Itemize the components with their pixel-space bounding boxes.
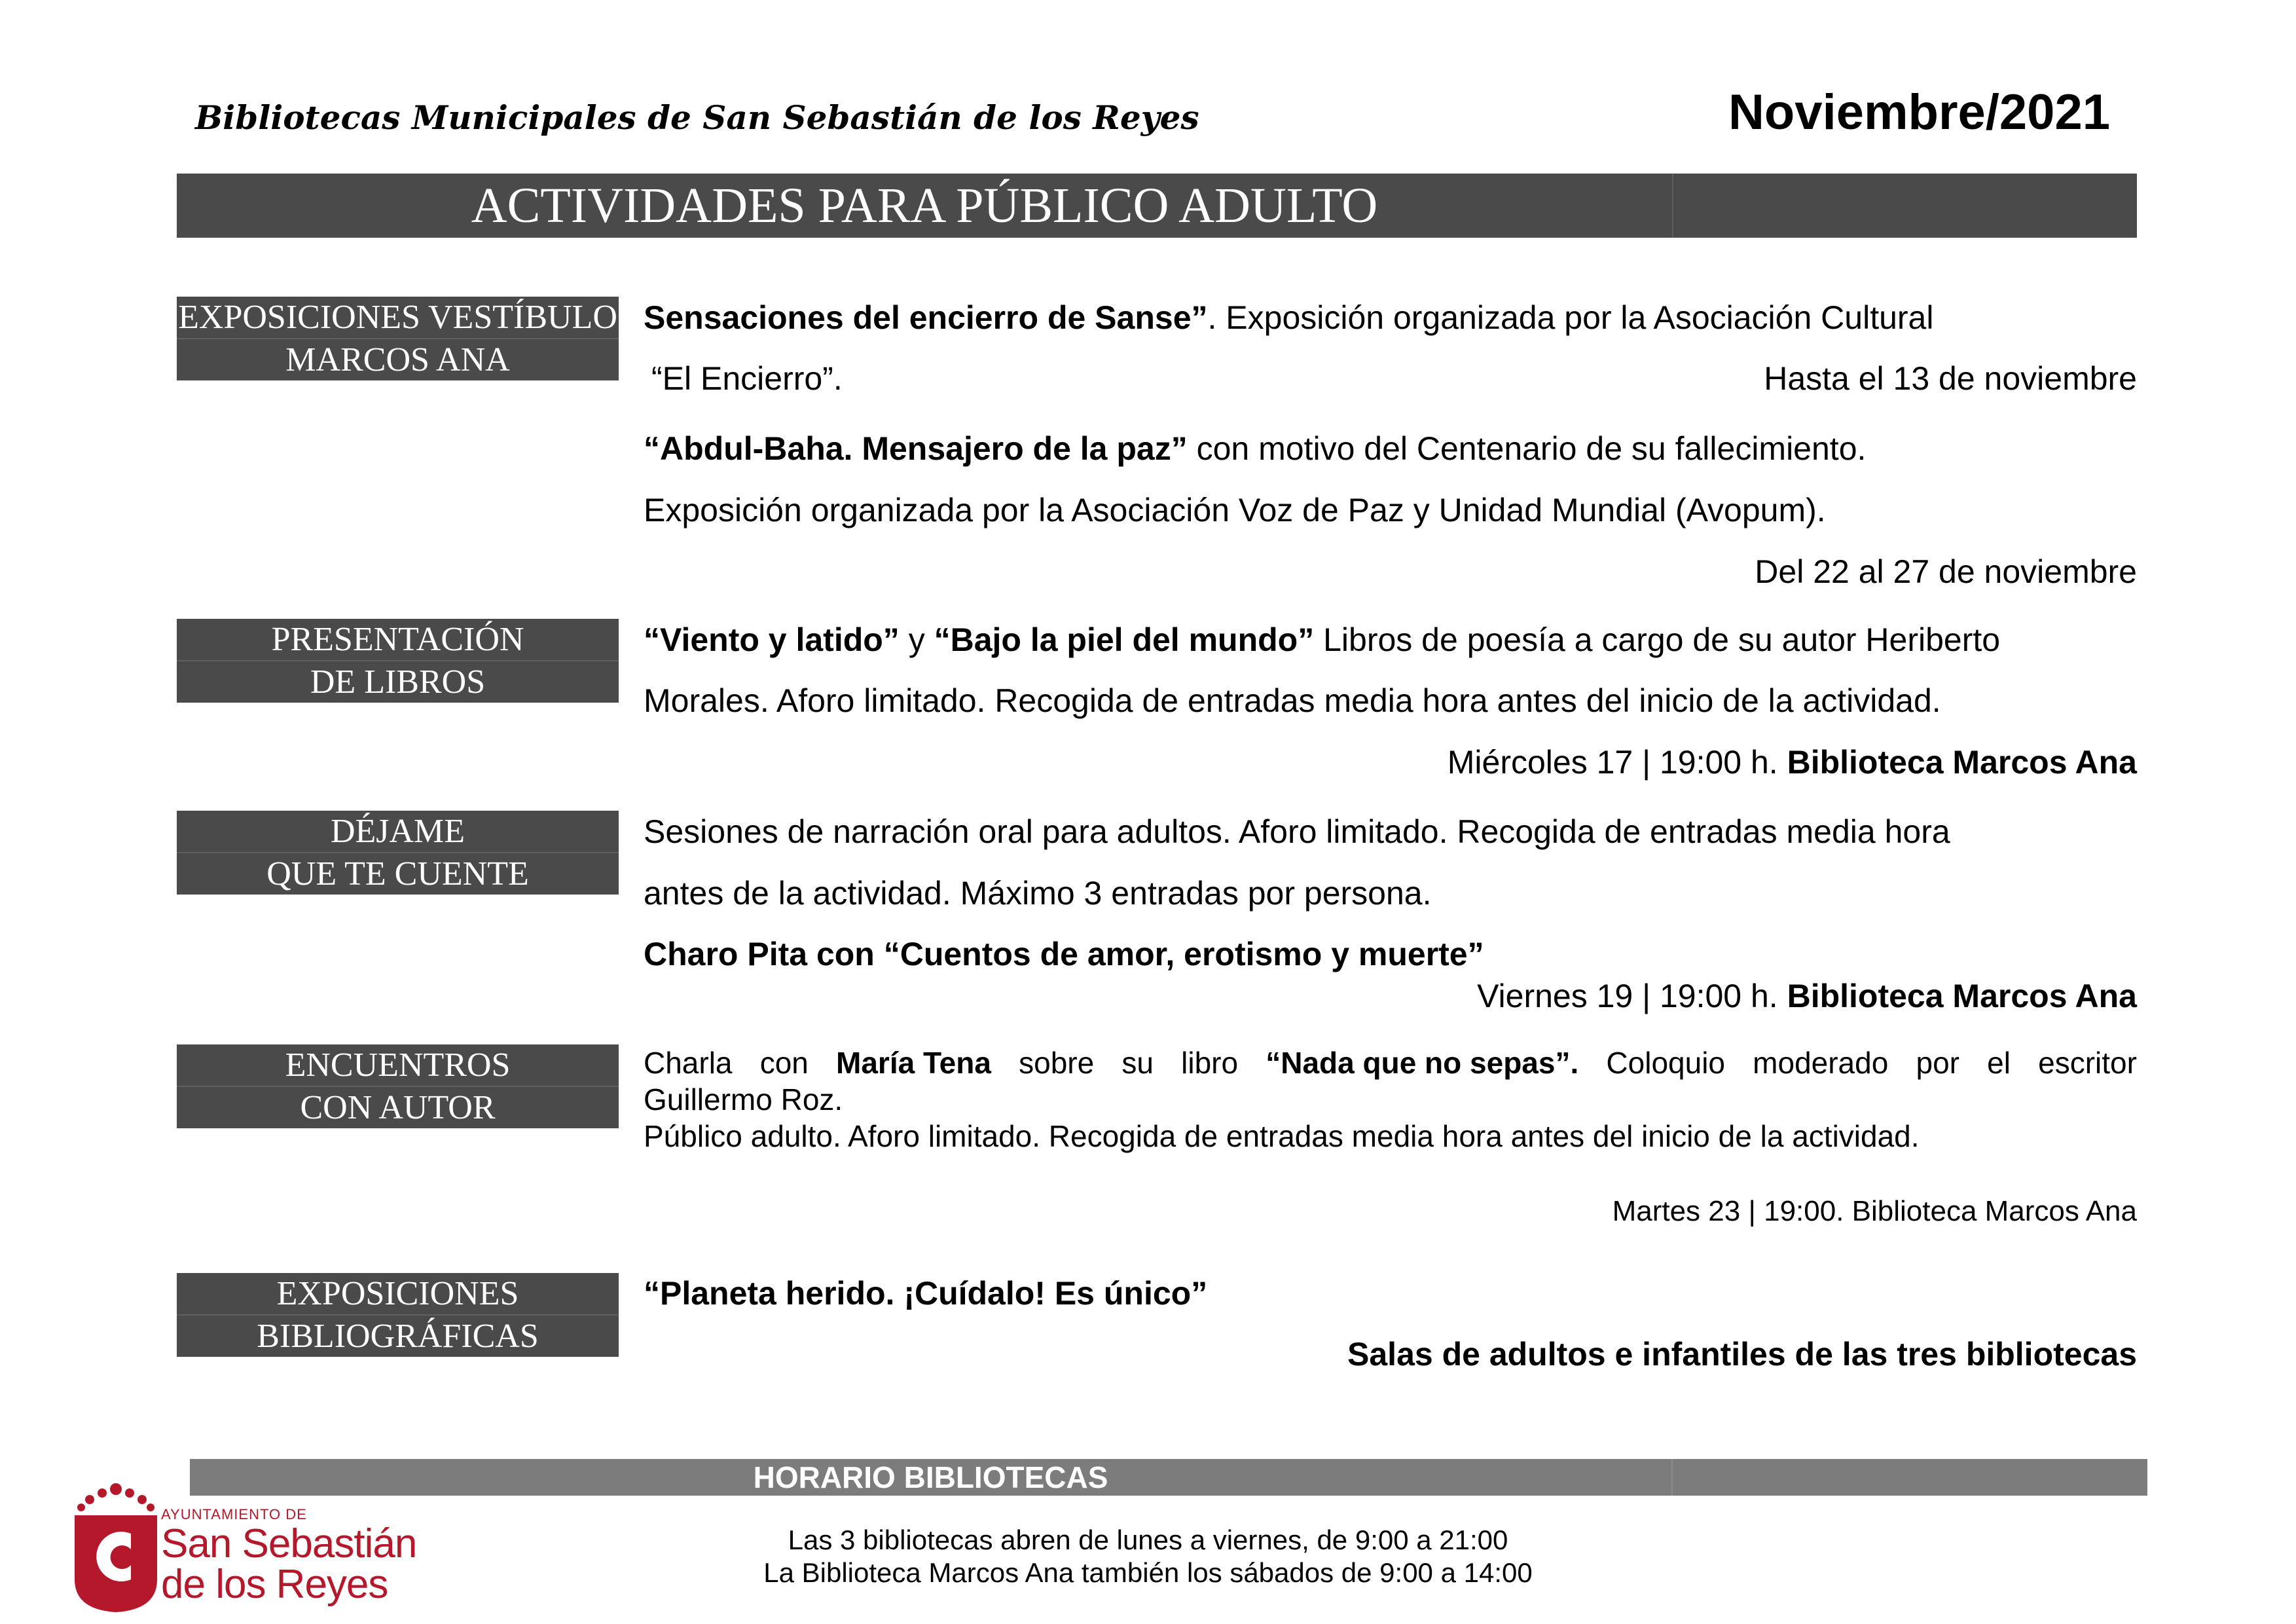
- logo-line2: de los Reyes: [161, 1562, 388, 1607]
- category-label-line: DÉJAME: [177, 811, 619, 853]
- word: su: [1121, 1046, 1154, 1080]
- book-title: “Nada que no sepas”.: [1266, 1046, 1579, 1080]
- word: moderado: [1753, 1046, 1889, 1080]
- page-title: ACTIVIDADES PARA PÚBLICO ADULTO: [471, 178, 1378, 233]
- category-dejame-que-te-cuente: [177, 811, 619, 895]
- category-label-line: EXPOSICIONES VESTÍBULO: [177, 297, 619, 339]
- word: sobre: [1019, 1046, 1095, 1080]
- exposition-2-title: “Abdul-Baha. Mensajero de la paz”: [644, 430, 1188, 467]
- word: el: [1987, 1046, 2011, 1080]
- category-label-line: DE LIBROS: [310, 663, 486, 701]
- municipality-logo: [73, 1481, 417, 1612]
- logo-small-text: AYUNTAMIENTO DE: [161, 1506, 307, 1522]
- book-connector: y: [899, 621, 934, 658]
- author-meeting-line2: Guillermo Roz.: [644, 1082, 843, 1116]
- category-encuentros-autor: [177, 1044, 619, 1128]
- author-meeting-line3: Público adulto. Aforo limitado. Recogida de entradas media hora antes del inicio de la actividad.: [644, 1119, 1920, 1153]
- title-bar: [177, 174, 2137, 238]
- category-presentacion-libros: [177, 619, 619, 703]
- word: con: [759, 1046, 809, 1080]
- exposition-2-desc2: Exposición organizada por la Asociación Voz de Paz y Unidad Mundial (Avopum).: [644, 492, 1826, 528]
- category-label-line: CON AUTOR: [300, 1089, 496, 1126]
- storytelling-schedule: [1477, 976, 2137, 1016]
- book-2-title: “Bajo la piel del mundo”: [934, 621, 1315, 658]
- book-presentation-date: Miércoles 17 | 19:00 h.: [1447, 744, 1787, 781]
- organization-name: Bibliotecas Municipales de San Sebastián de los Reyes: [195, 98, 1199, 137]
- exposition-1-text: [644, 298, 1933, 337]
- category-exposiciones-bibliograficas: [177, 1273, 619, 1357]
- crown-emblem-icon: [73, 1481, 158, 1612]
- exposition-2-text: [644, 429, 1866, 468]
- storytelling-desc2: antes de la actividad. Máximo 3 entradas por persona.: [644, 875, 1432, 912]
- word: Coloquio: [1606, 1046, 1725, 1080]
- exposition-1-desc2: “El Encierro”.: [651, 360, 843, 397]
- bibliographic-exhibit-title: “Planeta herido. ¡Cuídalo! Es único”: [644, 1275, 1208, 1312]
- author-meeting-line1: [644, 1044, 2137, 1081]
- title-bar-divider: [1672, 174, 1673, 238]
- hours-line2: La Biblioteca Marcos Ana también los sábados de 9:00 a 14:00: [763, 1557, 1533, 1588]
- category-exposiciones-vestibulo: [177, 297, 619, 380]
- book-presentation-schedule: [1448, 743, 2137, 782]
- author-meeting-text: [644, 1044, 2137, 1154]
- book-1-title: “Viento y latido”: [644, 621, 900, 658]
- storytelling-desc1: Sesiones de narración oral para adultos. Aforo limitado. Recogida de entradas media hora: [644, 813, 1950, 850]
- hours-line1: Las 3 bibliotecas abren de lunes a viernes, de 9:00 a 21:00: [788, 1524, 1508, 1555]
- exposition-1-date: Hasta el 13 de noviembre: [1764, 360, 2137, 397]
- storytelling-event: Charo Pita con “Cuentos de amor, erotismo y muerte”: [644, 936, 1484, 972]
- storytelling-place: Biblioteca Marcos Ana: [1787, 978, 2137, 1014]
- author-name: María Tena: [836, 1046, 991, 1080]
- hours-bar: [190, 1459, 2147, 1496]
- word: escritor: [2038, 1046, 2137, 1080]
- word: libro: [1181, 1046, 1239, 1080]
- book-presentation-place: Biblioteca Marcos Ana: [1787, 744, 2137, 781]
- category-label-line: BIBLIOGRÁFICAS: [257, 1318, 539, 1355]
- category-label-line: EXPOSICIONES: [177, 1273, 619, 1316]
- category-label-line: MARCOS ANA: [285, 341, 510, 378]
- category-label-line: QUE TE CUENTE: [266, 855, 529, 893]
- exposition-2-desc: con motivo del Centenario de su fallecimiento.: [1187, 430, 1867, 467]
- author-meeting-date: Martes 23 | 19:00. Biblioteca Marcos Ana: [1612, 1195, 2137, 1227]
- book-presentation-text: [644, 620, 2000, 659]
- category-label-line: ENCUENTROS: [177, 1044, 619, 1087]
- book-presentation-desc: Libros de poesía a cargo de su autor Heriberto: [1314, 621, 2001, 658]
- word: por: [1916, 1046, 1959, 1080]
- category-label-line: PRESENTACIÓN: [177, 619, 619, 661]
- hours-title: HORARIO BIBLIOTECAS: [753, 1460, 1108, 1494]
- word: Charla: [644, 1046, 733, 1080]
- book-presentation-desc2: Morales. Aforo limitado. Recogida de entradas media hora antes del inicio de la actividad.: [644, 682, 1941, 719]
- exposition-2-date: Del 22 al 27 de noviembre: [1755, 553, 2137, 590]
- logo-line1: San Sebastián: [161, 1521, 417, 1566]
- month-label: Noviembre/2021: [1728, 84, 2110, 140]
- exposition-1-title: Sensaciones del encierro de Sanse”: [644, 299, 1208, 336]
- bibliographic-exhibit-place: Salas de adultos e infantiles de las tres bibliotecas: [1347, 1336, 2137, 1373]
- hours-bar-divider: [1671, 1459, 1673, 1496]
- exposition-1-desc: . Exposición organizada por la Asociación Cultural: [1207, 299, 1934, 336]
- storytelling-date: Viernes 19 | 19:00 h.: [1477, 978, 1787, 1014]
